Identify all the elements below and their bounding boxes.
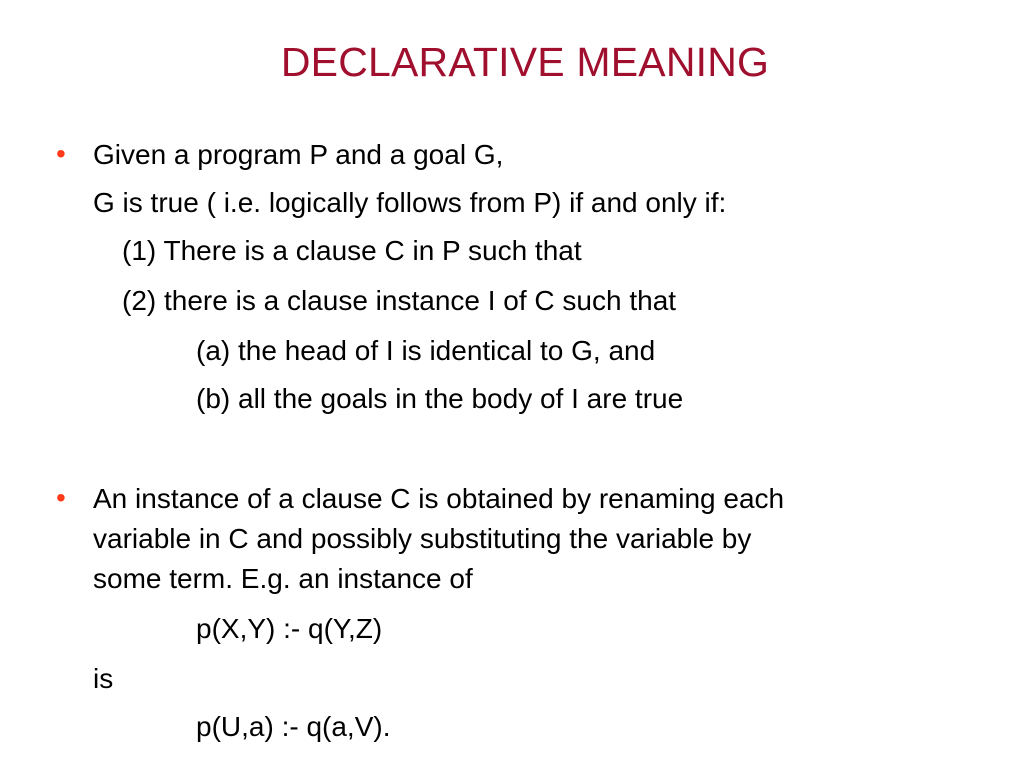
bullet-1-line-6: (b) all the goals in the body of I are true	[196, 383, 684, 414]
bullet-1-line-3: (1) There is a clause C in P such that	[122, 235, 582, 266]
bullet-2-line-5: is	[93, 663, 114, 694]
bullet-1-line-4: (2) there is a clause instance I of C such that	[122, 285, 677, 316]
bullet-2-line-2: variable in C and possibly substituting the variable by	[93, 523, 752, 554]
bullet-1-line-1: Given a program P and a goal G,	[93, 139, 504, 170]
bullet-2-line-4: p(X,Y) :- q(Y,Z)	[196, 613, 383, 644]
bullet-1-line-2: G is true ( i.e. logically follows from P) if and only if:	[93, 187, 727, 218]
slide-title: DECLARATIVE MEANING	[280, 39, 770, 85]
bullet-2-line-1: An instance of a clause C is obtained by renaming each	[93, 483, 785, 514]
bullet-1-line-5: (a) the head of I is identical to G, and	[196, 335, 656, 366]
bullet-2-line-3: some term. E.g. an instance of	[93, 563, 473, 594]
bullet-2-marker: •	[56, 482, 66, 513]
bullet-1-marker: •	[56, 138, 66, 169]
bullet-2-line-6: p(U,a) :- q(a,V).	[196, 711, 391, 742]
